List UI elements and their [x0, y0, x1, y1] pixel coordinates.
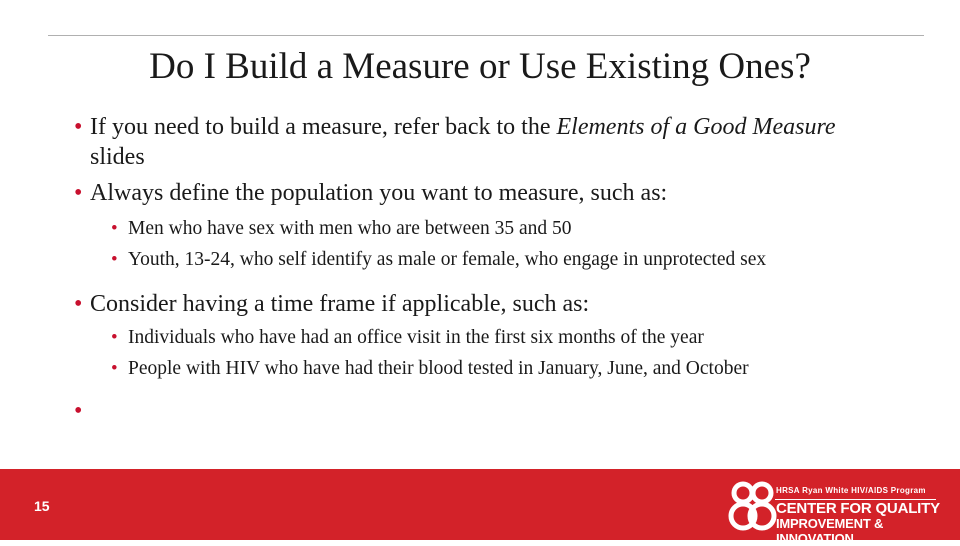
bullet-italic-text: Elements of a Good Measure [556, 114, 836, 140]
logo-text [776, 486, 960, 546]
top-divider [48, 35, 924, 36]
bullet-text: If you are building a measure, consider any evidence in the literature to support your measure [90, 398, 853, 454]
logo-line-1: CENTER FOR QUALITY [776, 500, 940, 517]
bullet-dot-icon: • [74, 114, 83, 140]
bullet-define-population [74, 178, 894, 208]
sub-bullet-youth [111, 247, 894, 273]
bullet-evidence [74, 396, 894, 456]
bullet-dot-icon: • [111, 327, 118, 348]
bullet-dot-icon: • [111, 249, 118, 270]
sub-bullet-office-visit [111, 325, 894, 351]
bullet-dot-icon: • [74, 291, 83, 317]
bullet-time-frame [74, 289, 894, 319]
slide-title: Do I Build a Measure or Use Existing Ones? [149, 46, 811, 87]
sub-bullet-text: People with HIV who have had their blood tested in January, June, and October [128, 358, 749, 379]
bullet-text: Always define the population you want to measure, such as: [90, 180, 668, 206]
sub-bullet-text: Youth, 13-24, who self identify as male or female, who engage in unprotected sex [128, 249, 767, 270]
logo-program-name: HRSA Ryan White HIV/AIDS Program [776, 486, 926, 495]
sub-bullet-msm [111, 216, 894, 242]
bullet-text: slides [90, 144, 145, 170]
bullet-text: Consider having a time frame if applicable, such as: [90, 291, 590, 317]
sub-bullet-blood-test [111, 356, 894, 382]
slide-number: 15 [34, 498, 50, 514]
bullet-build-measure [74, 112, 894, 172]
bullet-dot-icon: • [111, 218, 118, 239]
slide-content [74, 112, 894, 456]
sub-bullet-text: Individuals who have had an office visit in the first six months of the year [128, 327, 704, 348]
bullet-dot-icon: • [74, 398, 83, 424]
sub-bullet-text: Men who have sex with men who are between 35 and 50 [128, 218, 572, 239]
bullet-text: If you need to build a measure, refer back to the [90, 114, 557, 140]
logo-line-2: IMPROVEMENT & INNOVATION [776, 516, 884, 546]
bullet-dot-icon: • [74, 180, 83, 206]
bullet-dot-icon: • [111, 358, 118, 379]
